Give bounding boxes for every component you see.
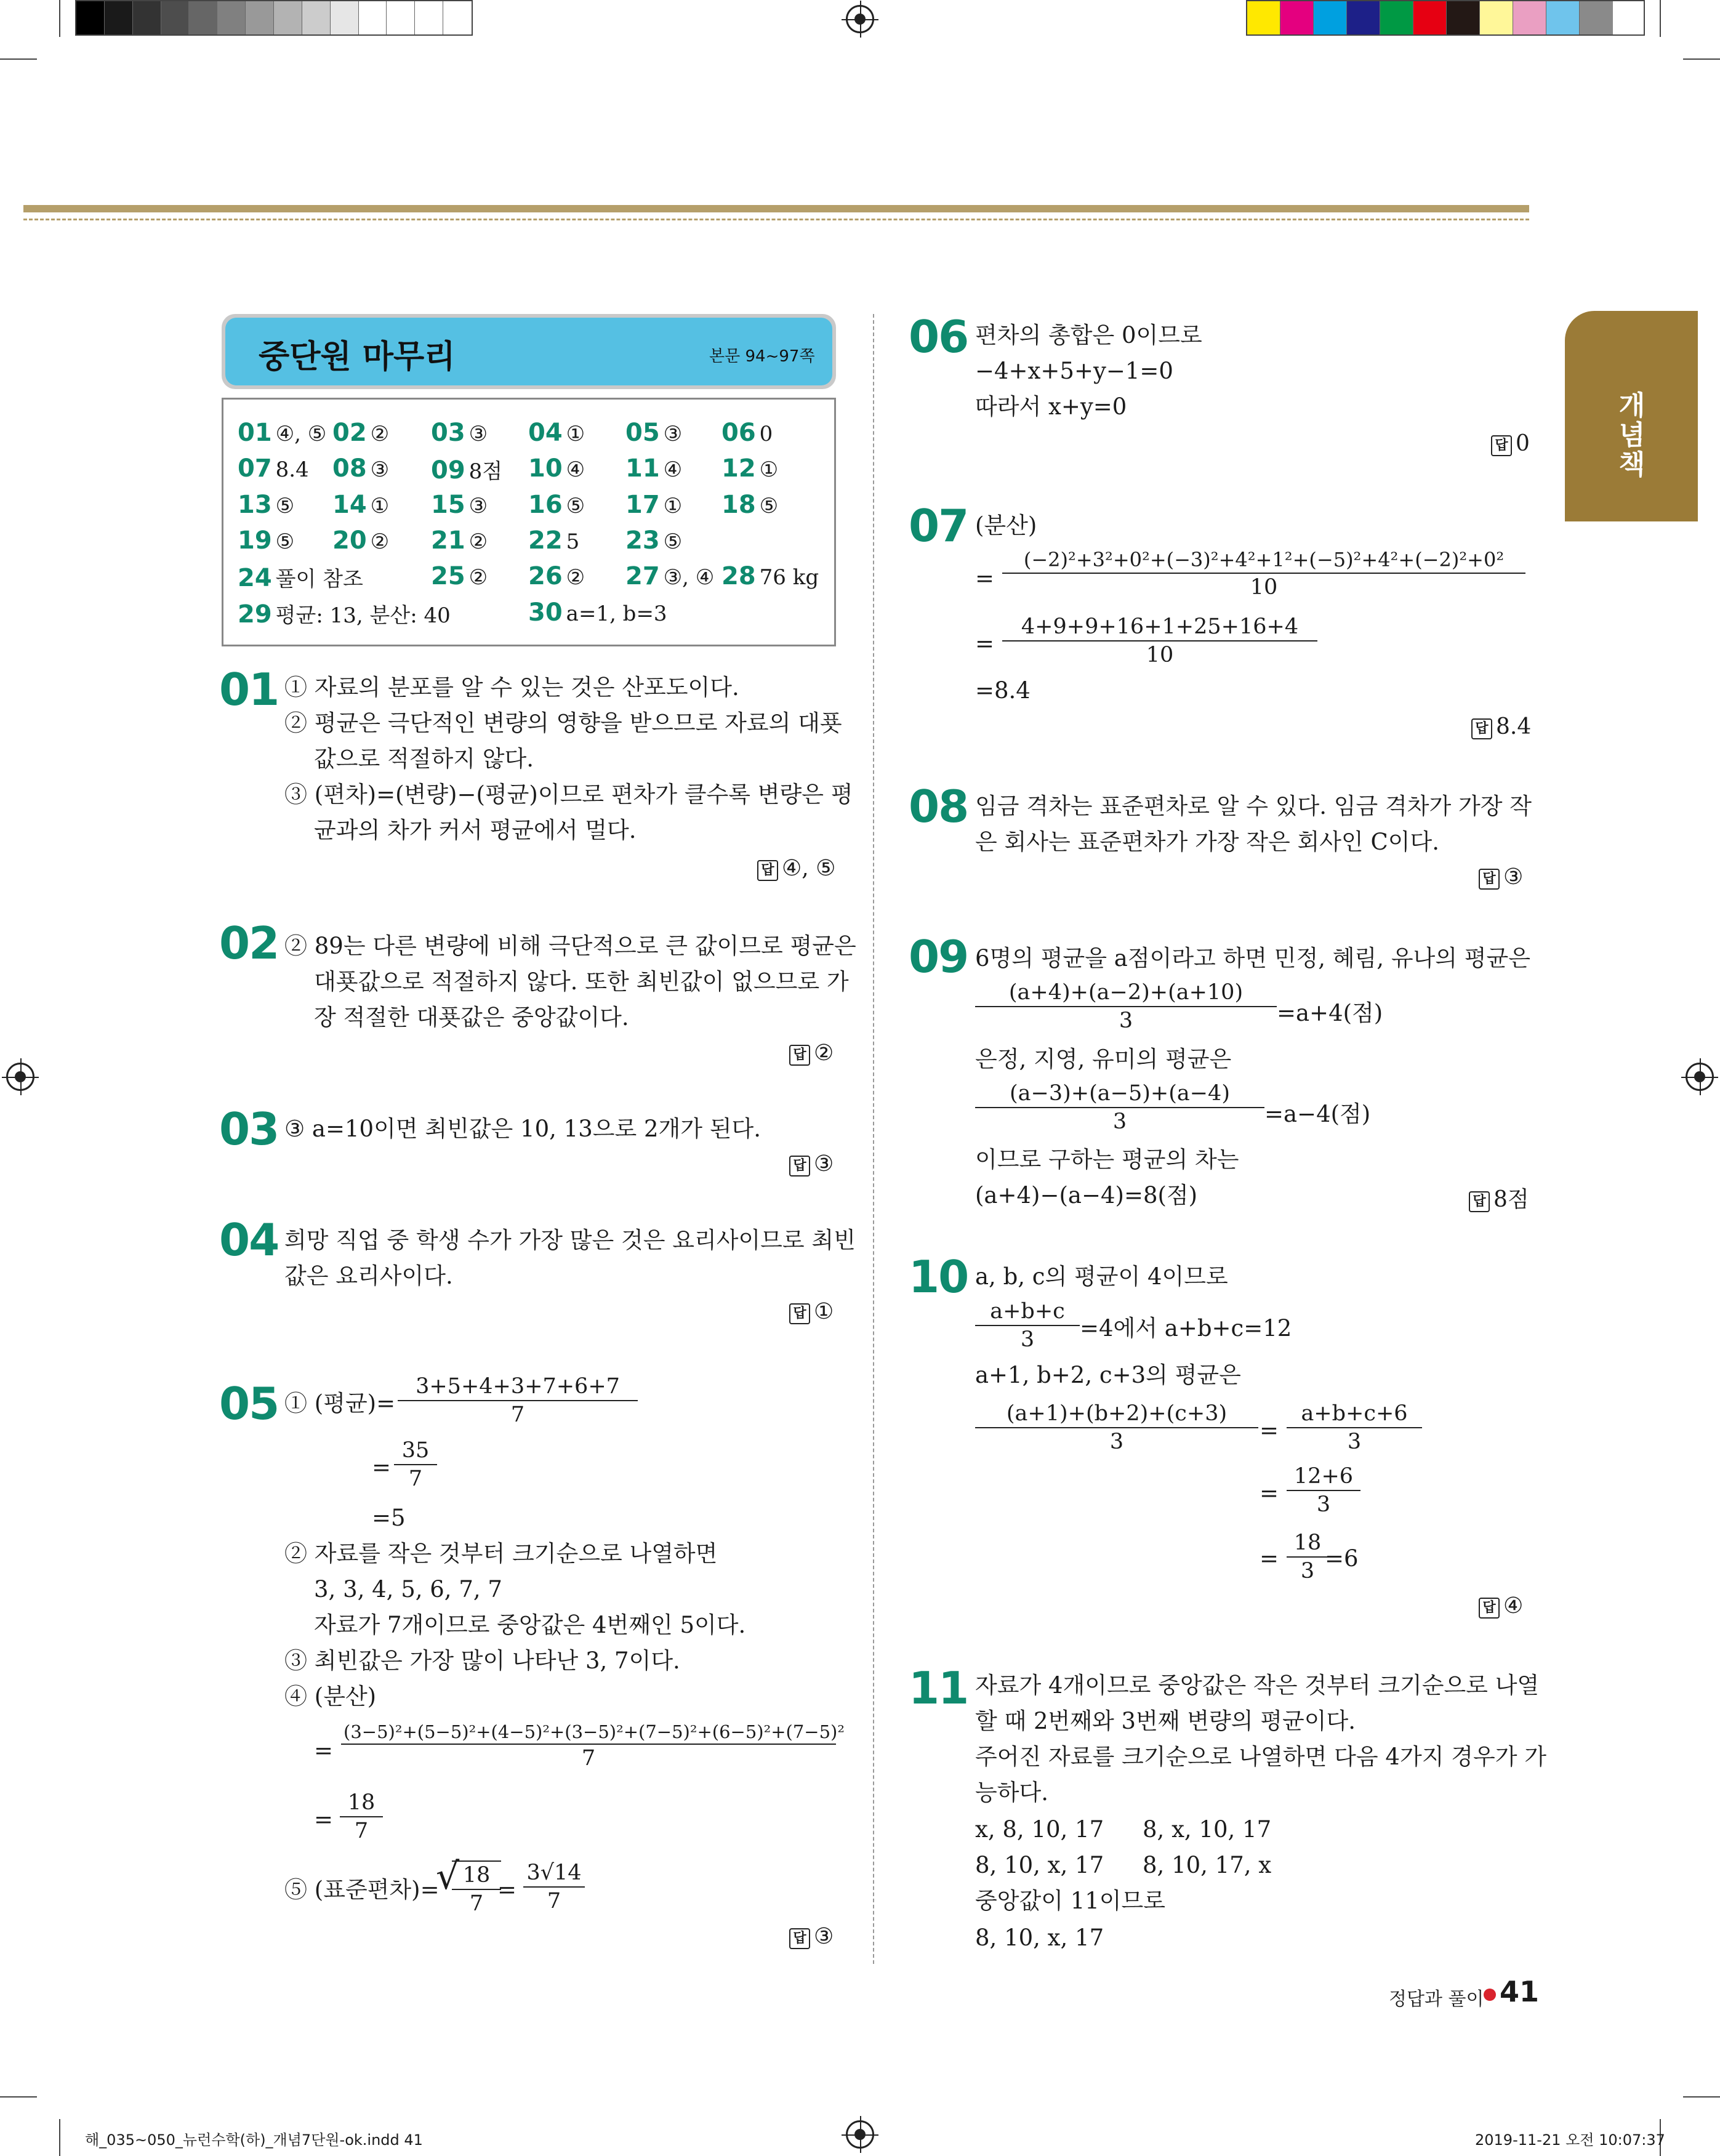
crop-mark (0, 58, 37, 60)
answer-key-item: 10 ④ (528, 454, 585, 483)
text-line: (분산) (975, 512, 1037, 539)
text-line: 값으로 적절하지 않다. (314, 746, 534, 772)
text-line: 값은 요리사이다. (284, 1263, 453, 1289)
registration-mark-top (846, 5, 874, 33)
answer-key-item: 22 5 (528, 526, 580, 555)
answer-key-item: 02 ② (332, 419, 390, 447)
text-line: 자료가 7개이므로 중앙값은 4번째인 5이다. (314, 1612, 746, 1638)
answer-key-item: 13 ⑤ (238, 491, 295, 519)
text-line: ① 자료의 분포를 알 수 있는 것은 산포도이다. (284, 674, 739, 701)
text-line: 따라서 x+y=0 (975, 393, 1127, 420)
text-line: 대푯값으로 적절하지 않다. 또한 최빈값이 없으므로 가 (314, 968, 849, 995)
answer-key-item: 12 ① (721, 454, 779, 483)
answer-key-item: 18 ⑤ (721, 491, 779, 519)
answer-key-item: 20 ② (332, 526, 390, 555)
answer-key-item: 01 ④, ⑤ (238, 419, 327, 447)
fraction: $\frac{35}{7}$ (394, 1438, 437, 1491)
equals-sign: = (975, 630, 995, 657)
answer-mark: 답 ③ (1479, 864, 1523, 890)
registration-mark-right (1686, 1063, 1714, 1091)
text-line: 8, 10, x, 17 (975, 1852, 1104, 1878)
fraction: $\frac{a+b+c+6}{3}$ (1287, 1401, 1422, 1454)
answer-mark: 답 ④ (1479, 1593, 1523, 1619)
answer-mark: 답 ② (789, 1040, 834, 1066)
problem-number: 04 (219, 1214, 279, 1266)
equals-sign: = (314, 1806, 334, 1833)
text-line: x, 8, 10, 17 (975, 1816, 1104, 1843)
slug-date: 2019-11-21 오전 10:07:37 (1475, 2131, 1665, 2149)
crop-mark (59, 2119, 60, 2156)
equals-sign: = (497, 1876, 517, 1903)
fraction: $\frac{4+9+9+16+1+25+16+4}{10}$ (1002, 614, 1317, 667)
fraction: $\frac{3+5+4+3+7+6+7}{7}$ (398, 1374, 638, 1427)
text-line: 8, x, 10, 17 (1143, 1816, 1272, 1843)
registration-mark-bottom (846, 2120, 874, 2149)
slug-file: 해_035~050_뉴런수학(하)_개념7단원-ok.indd 41 (85, 2131, 423, 2149)
equals-sign: = (1260, 1417, 1279, 1444)
text-line: 임금 격차는 표준편차로 알 수 있다. 임금 격차가 가장 작 (975, 793, 1532, 819)
answer-key-item: 07 8.4 (238, 454, 309, 483)
problem-number: 06 (909, 311, 968, 363)
answer-key-item: 23 ⑤ (625, 526, 683, 555)
answer-key-item: 04 ① (528, 419, 585, 447)
text-line: a, b, c의 평균이 4이므로 (975, 1263, 1228, 1290)
fraction: $\frac{\text{(−2)²+3²+0²+(−3)²+4²+1²+(−5)²+4²+(−2)²+0²}}{10}$ (1002, 548, 1525, 600)
answer-mark: 답 0 (1491, 431, 1530, 456)
answer-key-item: 05 ③ (625, 419, 683, 447)
answer-mark: 답 8.4 (1471, 714, 1531, 739)
crop-mark (1683, 58, 1720, 60)
text-line: 6명의 평균을 a점이라고 하면 민정, 혜림, 유나의 평균은 (975, 945, 1531, 971)
text-line: ③ (편차)=(변량)−(평균)이므로 편차가 클수록 변량은 평 (284, 781, 853, 808)
fraction: $\frac{18}{3}$ (1287, 1531, 1328, 1583)
fraction: $\frac{3√14}{7}$ (523, 1860, 585, 1913)
text-line: 주어진 자료를 크기순으로 나열하면 다음 4가지 경우가 가 (975, 1744, 1546, 1770)
answer-key-item: 27 ③, ④ (625, 562, 715, 590)
text-line: 장 적절한 대푯값은 중앙값이다. (314, 1004, 629, 1031)
section-title: 중단원 마무리 (259, 339, 456, 376)
cmyk-color-bar (1246, 0, 1645, 36)
problem-number: 03 (219, 1103, 279, 1155)
fraction: $\frac{12+6}{3}$ (1287, 1464, 1360, 1517)
problem-number: 11 (909, 1662, 968, 1714)
side-tab (1565, 311, 1698, 521)
text-line: 균과의 차가 커서 평균에서 멀다. (314, 817, 637, 843)
text-line: =4에서 a+b+c=12 (1080, 1315, 1292, 1341)
crop-mark (0, 2096, 37, 2098)
crop-mark (1683, 2096, 1720, 2098)
problem-number: 01 (219, 664, 279, 715)
problem-number: 02 (219, 917, 279, 969)
text-line: (a+4)−(a−4)=8(점) (975, 1182, 1198, 1209)
text-line: ⑤ (표준편차)= (284, 1876, 440, 1903)
text-line: 이므로 구하는 평균의 차는 (975, 1146, 1239, 1173)
problem-number: 07 (909, 500, 968, 552)
text-line: ④ (분산) (284, 1683, 377, 1710)
fraction: $\frac{(a-3)+(a-5)+(a-4)}{3}$ (975, 1081, 1264, 1134)
answer-mark: 답 ① (789, 1299, 834, 1324)
answer-key-item: 19 ⑤ (238, 526, 295, 555)
answer-key-item: 06 0 (721, 419, 773, 447)
answer-key-item: 08 ③ (332, 454, 390, 483)
problem-number: 10 (909, 1251, 968, 1303)
text-line: ② 평균은 극단적인 변량의 영향을 받으므로 자료의 대푯 (284, 710, 842, 736)
answer-key-item: 24 풀이 참조 (238, 564, 363, 592)
page-number: 41 (1500, 1975, 1540, 2008)
answer-key-item: 03 ③ (431, 419, 488, 447)
problem-number: 05 (219, 1378, 279, 1430)
equals-sign: = (975, 565, 995, 592)
fraction: $\frac{a+b+c}{3}$ (975, 1299, 1080, 1352)
answer-key-item: 26 ② (528, 562, 585, 590)
text-line: 중앙값이 11이므로 (975, 1888, 1166, 1914)
text-line: 3, 3, 4, 5, 6, 7, 7 (314, 1576, 502, 1603)
text-line: =6 (1325, 1545, 1359, 1572)
equals-sign: = (1260, 1480, 1279, 1506)
column-divider (873, 314, 874, 1964)
text-line: 자료가 4개이므로 중앙값은 작은 것부터 크기순으로 나열 (975, 1672, 1540, 1699)
fraction: $\frac{(a+1)+(b+2)+(c+3)}{3}$ (975, 1401, 1258, 1454)
answer-key-item: 29 평균: 13, 분산: 40 (238, 600, 451, 629)
problem-number: 08 (909, 781, 968, 832)
text-line: 능하다. (975, 1779, 1048, 1806)
text-line: ③ 최빈값은 가장 많이 나타난 3, 7이다. (284, 1647, 680, 1674)
crop-mark (1660, 0, 1661, 37)
page-bullet (1484, 1989, 1496, 2001)
text-line: =a+4(점) (1277, 1000, 1383, 1026)
text-line: =5 (372, 1505, 406, 1531)
text-line: ② 자료를 작은 것부터 크기순으로 나열하면 (284, 1540, 718, 1567)
text-line: 8, 10, 17, x (1143, 1852, 1272, 1878)
problem-number: 09 (909, 931, 968, 983)
answer-mark: 답 8점 (1469, 1182, 1529, 1213)
header-rule (23, 205, 1529, 212)
text-line: =8.4 (975, 677, 1031, 704)
text-line: ② 89는 다른 변량에 비해 극단적으로 큰 값이므로 평균은 (284, 933, 856, 959)
fraction: $\frac{18}{7}$ (452, 1860, 501, 1916)
answer-mark: 답 ③ (789, 1151, 834, 1177)
answer-key-item: 17 ① (625, 491, 683, 519)
answer-key-item: 11 ④ (625, 454, 683, 483)
fraction: $\frac{(a+4)+(a-2)+(a+10)}{3}$ (975, 980, 1277, 1033)
text-line: −4+x+5+y−1=0 (975, 358, 1173, 384)
fraction: $\frac{18}{7}$ (340, 1790, 383, 1843)
text-line: 8, 10, x, 17 (975, 1925, 1104, 1951)
answer-key-item: 30 a=1, b=3 (528, 598, 667, 627)
side-tab-label: 개념책 (1614, 391, 1645, 480)
answer-key-item: 09 8점 (431, 456, 503, 485)
grayscale-color-bar (75, 0, 473, 36)
text-line: a+1, b+2, c+3의 평균은 (975, 1362, 1241, 1388)
text-line: 희망 직업 중 학생 수가 가장 많은 것은 요리사이므로 최빈 (284, 1227, 856, 1253)
text-line: ③ a=10이면 최빈값은 10, 13으로 2개가 된다. (284, 1116, 762, 1142)
page-label: 정답과 풀이 (1389, 1989, 1484, 2010)
equals-sign: = (372, 1454, 392, 1481)
answer-mark: 답 ③ (789, 1924, 834, 1949)
answer-key-item: 14 ① (332, 491, 390, 519)
answer-key-item: 25 ② (431, 562, 488, 590)
answer-mark: 답 ④, ⑤ (757, 856, 835, 881)
text-line: 은 회사는 표준편차가 가장 작은 회사인 C이다. (975, 829, 1439, 855)
crop-mark (59, 0, 60, 37)
equals-sign: = (1260, 1545, 1279, 1572)
text-line: 은정, 지영, 유미의 평균은 (975, 1046, 1232, 1072)
text-line: ① (평균)= (284, 1390, 396, 1417)
square-root: √ (436, 1855, 460, 1898)
header-dashed-rule (23, 219, 1529, 220)
answer-key-item: 15 ③ (431, 491, 488, 519)
equals-sign: = (314, 1737, 334, 1764)
section-page-ref: 본문 94~97쪽 (709, 347, 815, 366)
text-line: =a−4(점) (1264, 1101, 1371, 1127)
fraction: (3−5)²+(5−5)²+(4−5)²+(3−5)²+(7−5)²+(6−5)²+(7−5)² 7 (341, 1721, 836, 1771)
text-line: 할 때 2번째와 3번째 변량의 평균이다. (975, 1708, 1356, 1734)
text-line: 편차의 총합은 0이므로 (975, 322, 1202, 348)
registration-mark-left (6, 1063, 34, 1091)
answer-key-item: 28 76 kg (721, 562, 819, 590)
answer-key-item: 16 ⑤ (528, 491, 585, 519)
answer-key-item: 21 ② (431, 526, 488, 555)
